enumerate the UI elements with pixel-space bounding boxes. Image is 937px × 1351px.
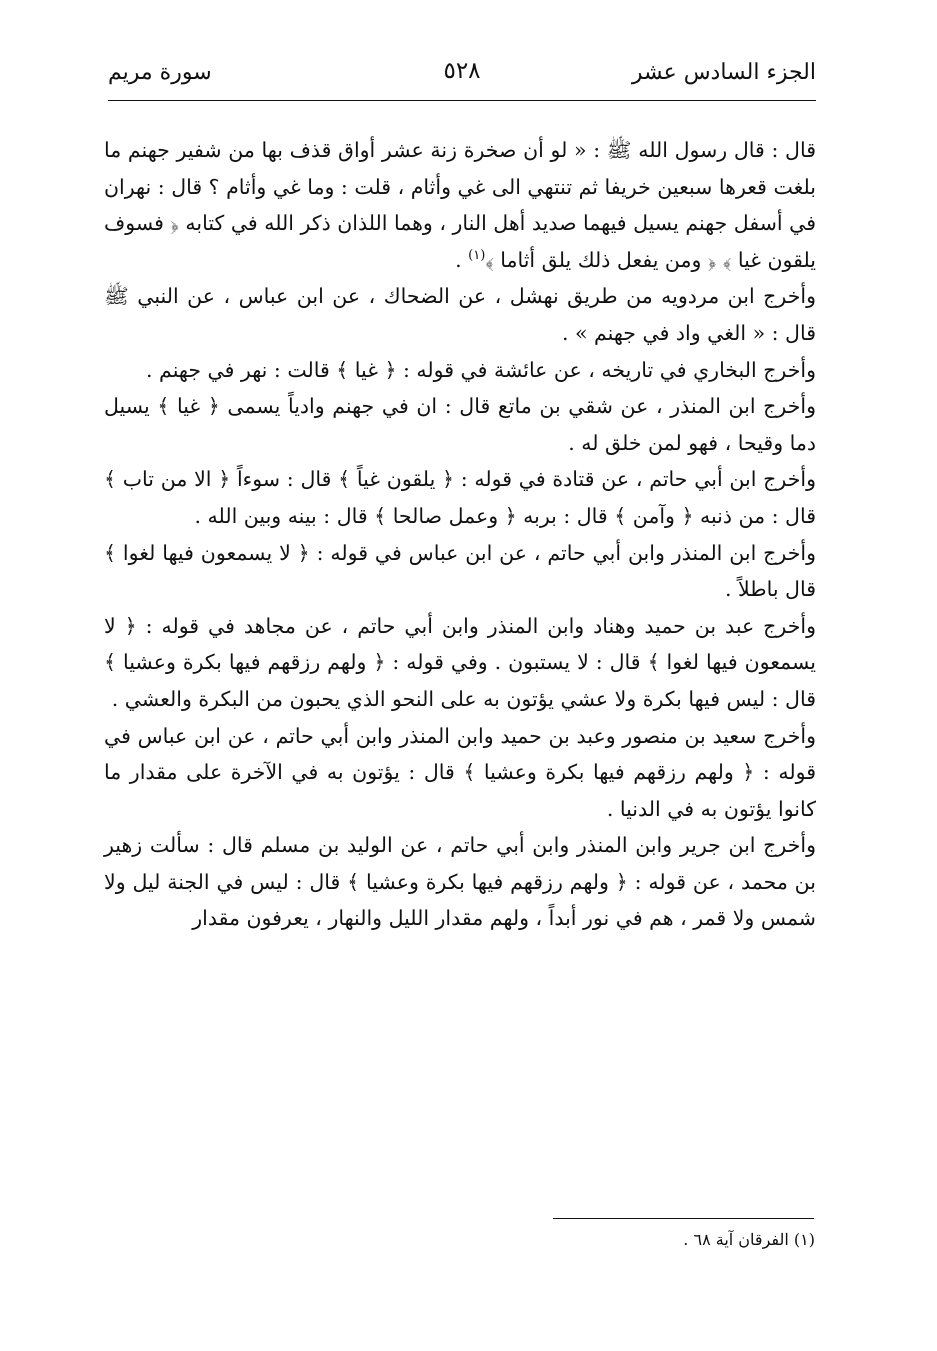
paragraph: وأخرج عبد بن حميد وهناد وابن المنذر وابن أبي حاتم ، عن مجاهد في قوله : ﴿ لا يسمعون فيها لغوا ﴾ قال : لا يستبون . وفي قوله : ﴿ ولهم رزقهم فيها بكرة وعشيا ﴾ قال : ليس فيها بكرة ولا عشي يؤتون به على النحو الذي يحبون من البكرة والعشي . <box>104 613 816 711</box>
paragraph: وأخرج البخاري في تاريخه ، عن عائشة في قوله : ﴿ غيا ﴾ قالت : نهر في جهنم . <box>146 357 816 382</box>
surah-title: سورة مريم <box>108 60 212 85</box>
paragraph: وأخرج ابن أبي حاتم ، عن قتادة في قوله : ﴿ يلقون غياً ﴾ قال : سوءاً ﴿ الا من تاب ﴾ قال : من ذنبه ﴿ وآمن ﴾ قال : بربه ﴿ وعمل صالحا ﴾ قال : بينه وبين الله . <box>104 467 816 528</box>
footnote-marker: (١) <box>468 247 486 263</box>
paragraph: وأخرج ابن جرير وابن المنذر وابن أبي حاتم ، عن الوليد بن مسلم قال : سألت زهير بن محمد ، عن قوله : ﴿ ولهم رزقهم فيها بكرة وعشيا ﴾ قال : ليس في الجنة ليل ولا شمس ولا قمر ، هم في نور أبداً ، ولهم مقدار الليل والنهار ، يعرفون مقدار <box>104 833 816 931</box>
page-header <box>108 58 816 98</box>
main-text <box>104 132 816 937</box>
paragraph: وأخرج ابن المنذر وابن أبي حاتم ، عن ابن عباس في قوله : ﴿ لا يسمعون فيها لغوا ﴾ قال باطلاً . <box>104 540 816 602</box>
page-number: ٥٢٨ <box>443 58 481 84</box>
footnote-rule <box>553 1218 814 1219</box>
paragraph: وأخرج ابن المنذر ، عن شقي بن ماتع قال : ان في جهنم وادياً يسمى ﴿ غيا ﴾ يسيل دما وقيحا ، فهو لمن خلق له . <box>104 394 816 455</box>
paragraph: قال : قال رسول الله ﷺ : « لو أن صخرة زنة عشر أواق قذف بها من شفير جهنم ما بلغت قعرها سبعين خريفا ثم تنتهي الى غي وأثام ، قلت : وما غي وأثام ؟ قال : نهران في أسفل جهنم يسيل فيهما صديد أهل النار ، وهما اللذان ذكر الله في كتابه ﴿ فسوف يلقون غيا ﴾ ﴿ ومن يفعل ذلك يلق أثاما ﴾$^{(١)}$ . <box>104 138 816 272</box>
paragraph: وأخرج ابن مردويه من طريق نهشل ، عن الضحاك ، عن ابن عباس ، عن النبي ﷺ قال : « الغي واد في جهنم » . <box>104 284 816 345</box>
header-rule <box>108 100 816 101</box>
paragraph: وأخرج سعيد بن منصور وعبد بن حميد وابن المنذر وابن أبي حاتم ، عن ابن عباس في قوله : ﴿ ولهم رزقهم فيها بكرة وعشيا ﴾ قال : يؤتون به في الآخرة على مقدار ما كانوا يؤتون به في الدنيا . <box>104 723 816 821</box>
footnote: (١) الفرقان آية ٦٨ . <box>683 1230 815 1249</box>
part-title: الجزء السادس عشر <box>631 60 816 85</box>
